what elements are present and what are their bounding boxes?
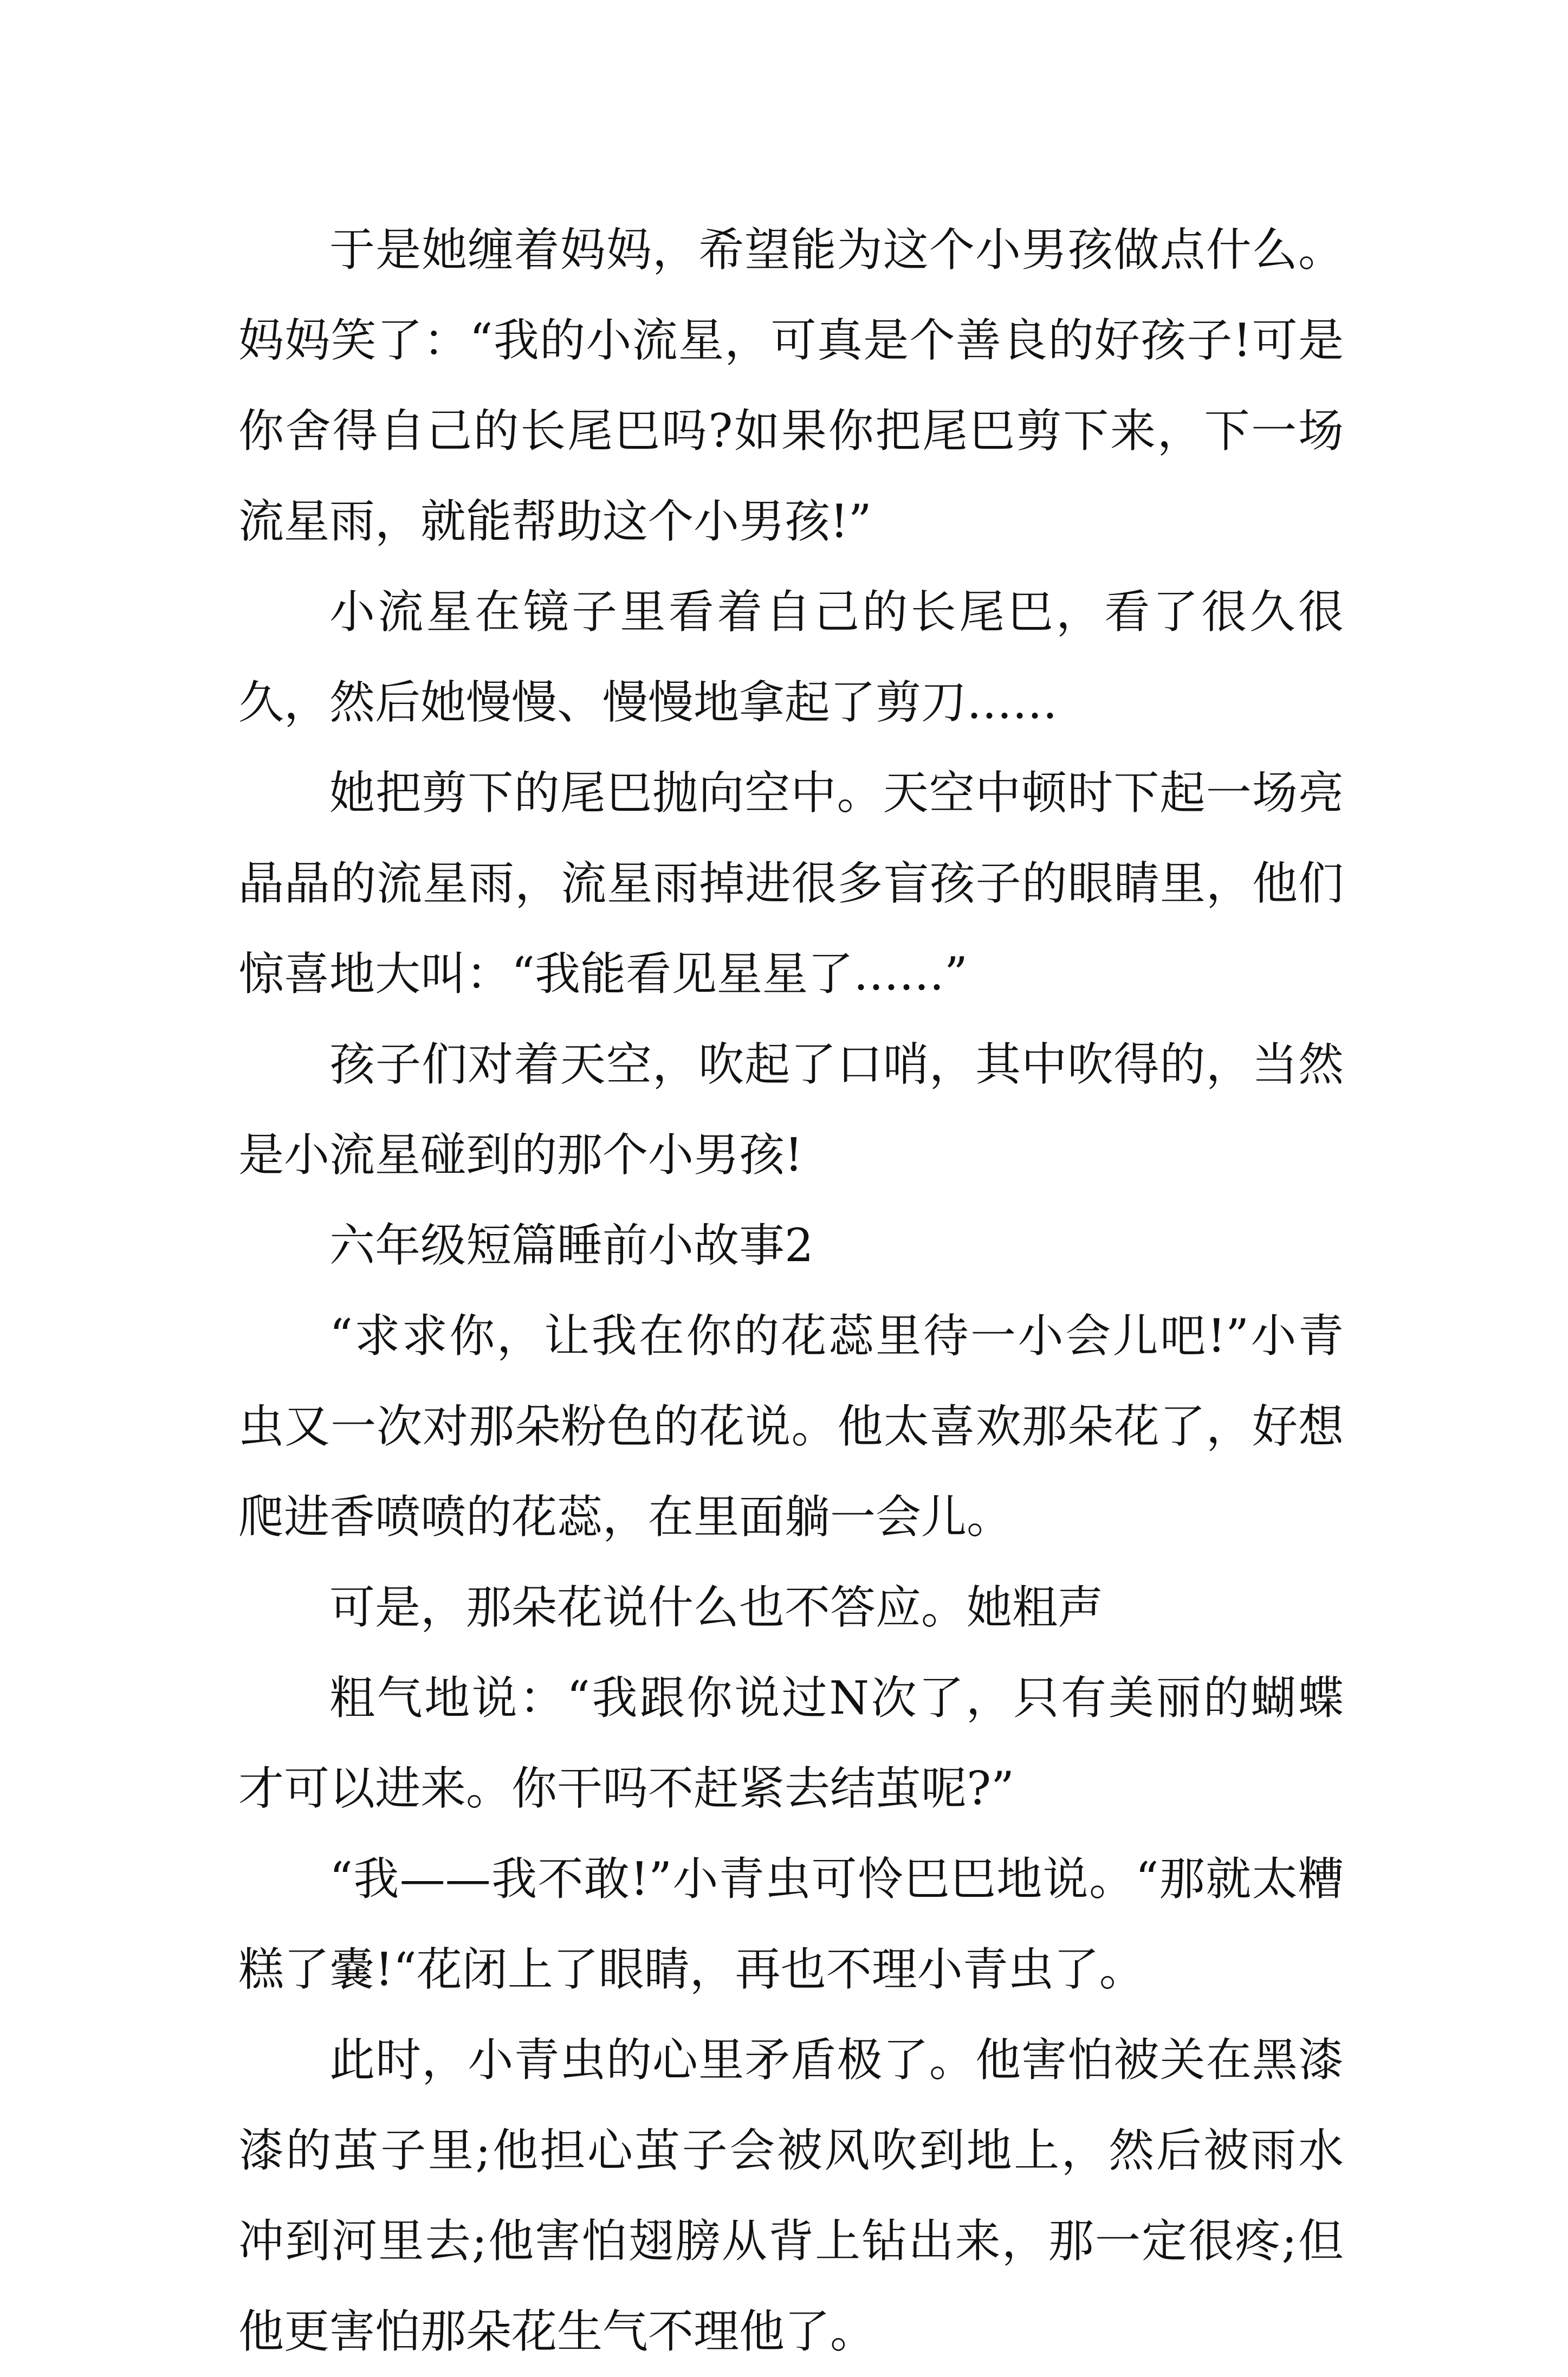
document-body — [238, 205, 1344, 2377]
paragraph: 孩子们对着天空，吹起了口哨，其中吹得的，当然是小流星碰到的那个小男孩! — [238, 1038, 1344, 1181]
paragraph: 此时，小青虫的心里矛盾极了。他害怕被关在黑漆漆的茧子里;他担心茧子会被风吹到地上，然后被雨水冲到河里去;他害怕翅膀从背上钻出来，那一定很疼;但他更害怕那朵花生气不理他了。 — [238, 2033, 1344, 2358]
paragraph: “我——我不敢!”小青虫可怜巴巴地说。“那就太糟糕了嚢!“花闭上了眼睛，再也不理小青虫了。 — [238, 1852, 1344, 1996]
paragraph: 可是，那朵花说什么也不答应。她粗声 — [329, 1581, 1104, 1634]
paragraph: 粗气地说：“我跟你说过N次了，只有美丽的蝴蝶才可以进来。你干吗不赶紧去结茧呢?” — [238, 1671, 1344, 1815]
paragraph: 于是她缠着妈妈，希望能为这个小男孩做点什么。妈妈笑了：“我的小流星，可真是个善良的好孩子!可是你舍得自己的长尾巴吗?如果你把尾巴剪下来，下一场流星雨，就能帮助这个小男孩!” — [238, 223, 1344, 548]
section-heading: 六年级短篇睡前小故事2 — [329, 1219, 814, 1272]
paragraph: “求求你，让我在你的花蕊里待一小会儿吧!”小青虫又一次对那朵粉色的花说。他太喜欢那朵花了，好想爬进香喷喷的花蕊，在里面躺一会儿。 — [238, 1309, 1344, 1543]
paragraph: 她把剪下的尾巴抛向空中。天空中顿时下起一场亮晶晶的流星雨，流星雨掉进很多盲孩子的眼睛里，他们惊喜地大叫：“我能看见星星了……” — [238, 766, 1344, 1000]
paragraph: 小流星在镜子里看着自己的长尾巴，看了很久很久，然后她慢慢、慢慢地拿起了剪刀…… — [238, 585, 1344, 729]
